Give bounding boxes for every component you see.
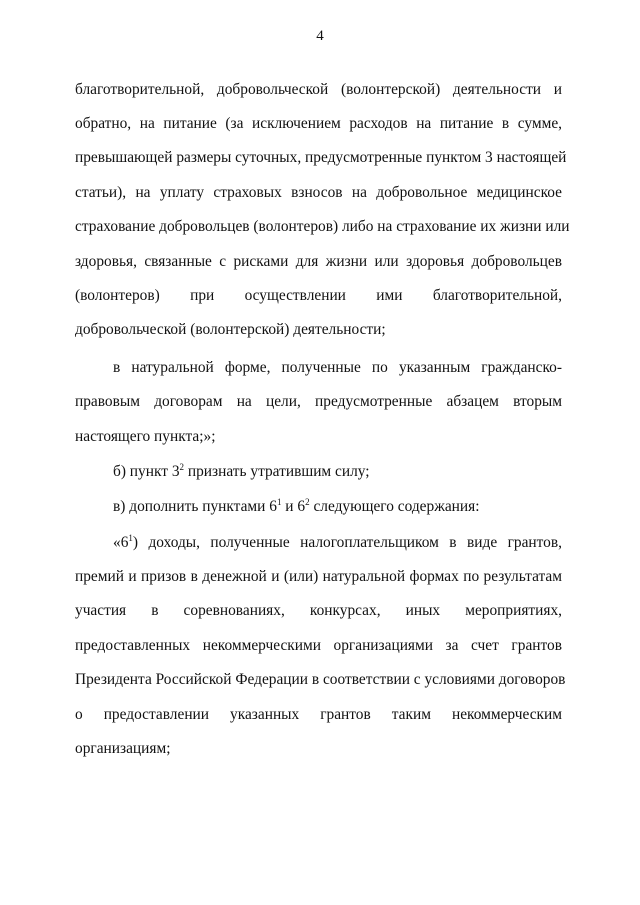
text-segment: в) дополнить пунктами 6 — [113, 498, 277, 515]
text-segment: б) пункт 3 — [113, 463, 180, 480]
superscript: 1 — [128, 533, 133, 543]
text-line: в натуральной форме, полученные по указанным гражданско- — [113, 359, 562, 376]
text-line: добровольческой (волонтерской) деятельности; — [75, 321, 386, 338]
page-number: 4 — [316, 28, 324, 44]
text-segment: ) доходы, полученные налогоплательщиком в виде грантов, — [132, 534, 562, 551]
superscript: 2 — [179, 462, 185, 472]
text-line: здоровья, связанные с рисками для жизни или здоровья добровольцев — [75, 253, 562, 270]
superscript: 1 — [276, 497, 282, 507]
text-line: страхование добровольцев (волонтеров) либо на страхование их жизни или — [75, 218, 570, 235]
text-line: благотворительной, добровольческой (волонтерской) деятельности и — [75, 81, 562, 98]
text-line: организациям; — [75, 740, 171, 757]
text-segment: «6 — [113, 534, 129, 551]
text-line: Президента Российской Федерации в соответствии с условиями договоров — [75, 671, 566, 688]
text-line: (волонтеров) при осуществлении ими благотворительной, — [75, 287, 562, 304]
text-line: превышающей размеры суточных, предусмотренные пунктом 3 настоящей — [75, 149, 567, 166]
text-segment: следующего содержания: — [309, 498, 480, 515]
text-line: участия в соревнованиях, конкурсах, иных мероприятиях, — [75, 602, 562, 619]
text-line — [113, 533, 562, 553]
text-line: настоящего пункта;»; — [75, 428, 216, 445]
text-segment: и 6 — [281, 498, 306, 515]
text-line: правовым договорам на цели, предусмотренные абзацем вторым — [75, 393, 562, 410]
text-line — [113, 497, 562, 517]
text-line — [113, 462, 562, 482]
text-line: статьи), на уплату страховых взносов на добровольное медицинское — [75, 184, 562, 201]
text-segment: признать утратившим силу; — [184, 463, 370, 480]
text-line: премий и призов в денежной и (или) натуральной формах по результатам — [75, 568, 562, 585]
text-line: обратно, на питание (за исключением расходов на питание в сумме, — [75, 115, 562, 132]
text-line: предоставленных некоммерческими организациями за счет грантов — [75, 637, 562, 654]
superscript: 2 — [305, 497, 310, 507]
text-line: о предоставлении указанных грантов таким некоммерческим — [75, 706, 562, 723]
